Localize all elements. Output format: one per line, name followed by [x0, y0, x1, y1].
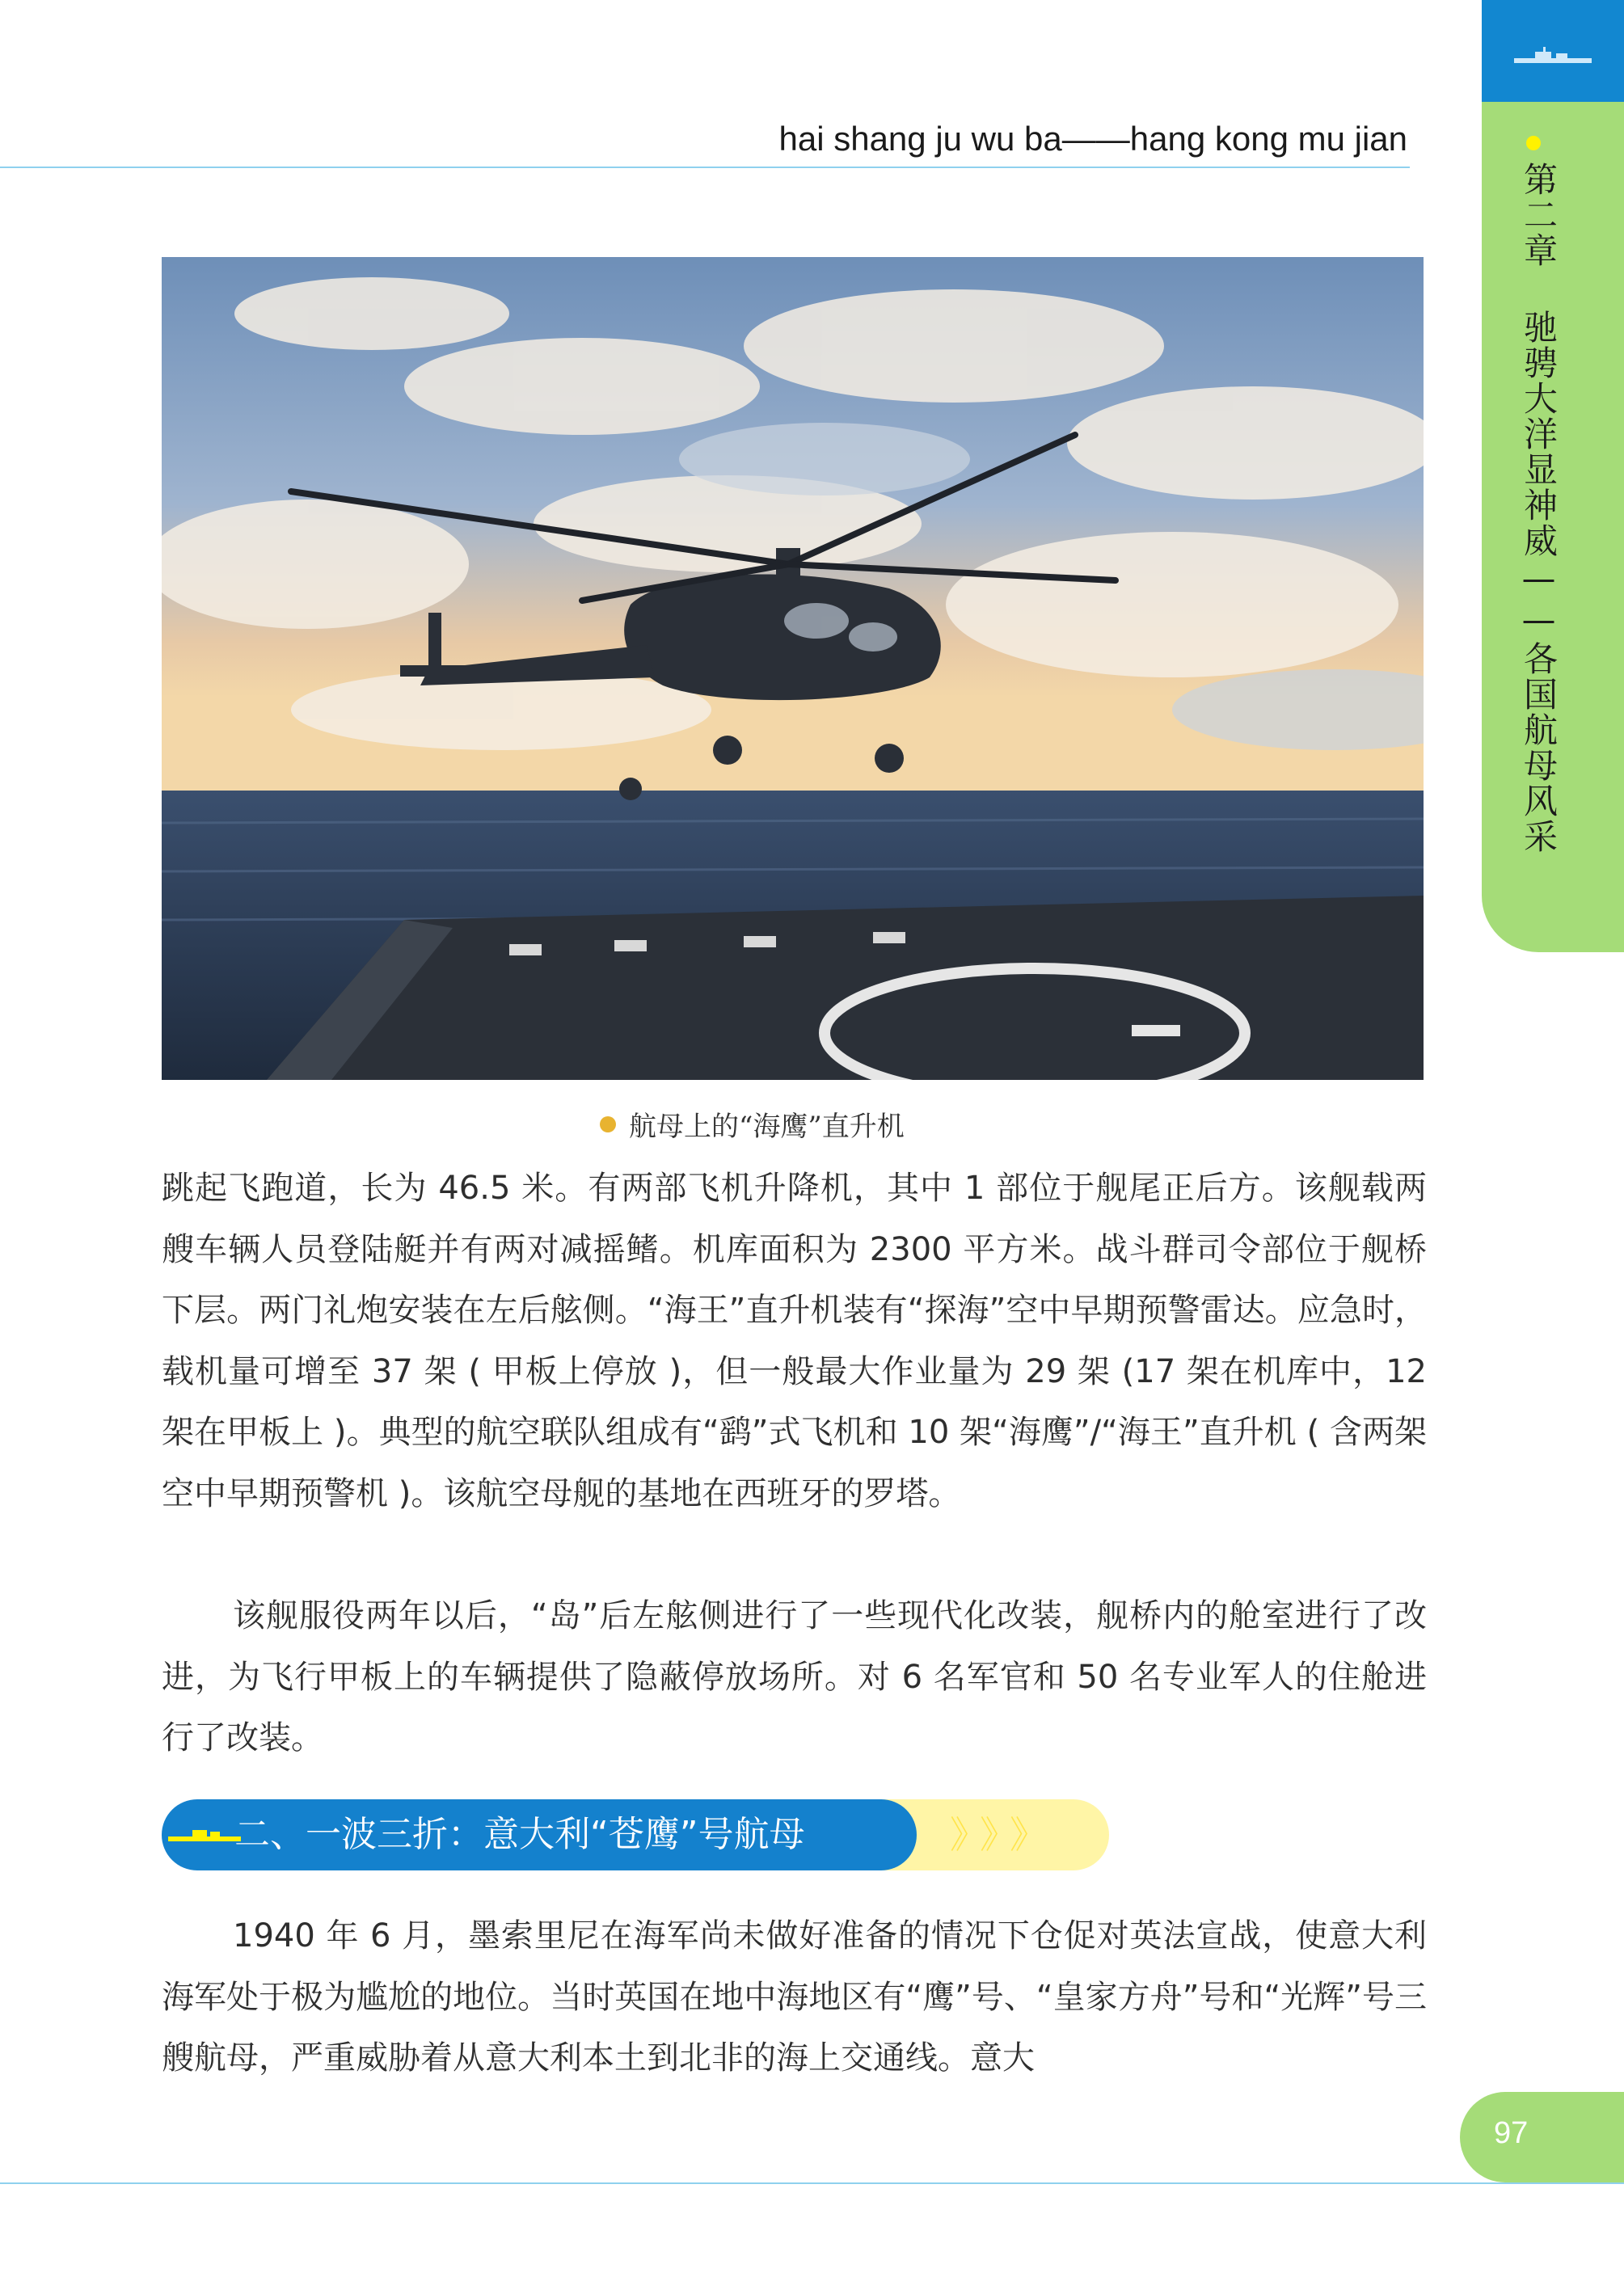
chapter-title: 第二章 驰骋大洋显神威——各国航母风采	[1519, 162, 1559, 854]
caption-bullet	[600, 1116, 616, 1132]
running-header: hai shang ju wu ba——hang kong mu jian	[778, 120, 1407, 158]
chapter-dot	[1526, 136, 1541, 150]
ship-icon	[168, 1824, 241, 1846]
paragraph: 跳起飞跑道，长为 46.5 米。有两部飞机升降机，其中 1 部位于舰尾正后方。该舰载两艘车辆人员登陆艇并有两对减摇鳍。机库面积为 2300 平方米。战斗群司令部位于舰桥下层。两门礼炮安装在左后舷侧。“海王”直升机装有“探海”空中早期预警雷达。应急时，载机量可增至 37 架 ( 甲板上停放 )，但一般最大作业量为 29 架 (17 架在机库中，12 架在甲板上 )。典型的航空联队组成有“鹞”式飞机和 10 架“海鹰”/“海王”直升机 ( 含两架空中早期预警机 )。该航空母舰的基地在西班牙的罗塔。	[162, 1170, 1427, 1512]
caption-text: 航母上的“海鹰”直升机	[629, 1111, 905, 1143]
page-number: 97	[1494, 2116, 1529, 2150]
helicopter-photo	[162, 257, 1424, 1080]
section-heading	[162, 1799, 1109, 1870]
section-title: 二、一波三折：意大利“苍鹰”号航母	[234, 1814, 805, 1855]
header-divider	[0, 167, 1410, 168]
paragraph: 1940 年 6 月，墨索里尼在海军尚未做好准备的情况下仓促对英法宣战，使意大利海军处于极为尴尬的地位。当时英国在地中海地区有“鹰”号、“皇家方舟”号和“光辉”号三艘航母，严重威胁着从意大利本土到北非的海上交通线。意大	[162, 1917, 1427, 2077]
photo-caption	[600, 1104, 905, 1144]
paragraph: 该舰服役两年以后，“岛”后左舷侧进行了一些现代化改装，舰桥内的舱室进行了改进，为飞行甲板上的车辆提供了隐蔽停放场所。对 6 名军官和 50 名专业军人的住舱进行了改装。	[162, 1597, 1427, 1756]
chevrons-icon: 》》》	[950, 1813, 1058, 1857]
top-tab	[1482, 0, 1624, 102]
footer-divider	[0, 2182, 1624, 2184]
ship-icon	[1511, 44, 1595, 66]
page-badge	[1460, 2092, 1624, 2182]
